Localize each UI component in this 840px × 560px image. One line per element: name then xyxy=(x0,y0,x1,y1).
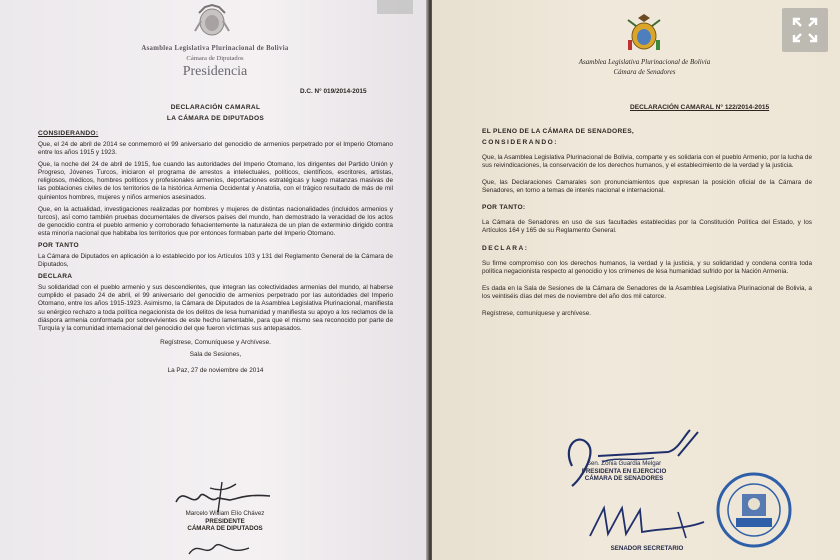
document-reference: D.C. N° 019/2014-2015 xyxy=(300,88,367,95)
chamber-header: Cámara de Senadores xyxy=(613,68,676,76)
considerando-paragraph-1: Que, la Asamblea Legislativa Plurinacional de Bolivia, comparte y es solidaria con el pueblo Armenio, por la lucha de sus reivindicaciones, la conservación de los derechos humanos, y el establecimiento de la verdad y la justicia. xyxy=(482,154,813,170)
secretary-signature-icon xyxy=(582,500,712,546)
signer-chamber: CÁMARA DE DIPUTADOS xyxy=(187,525,263,533)
page-tab-overlay xyxy=(377,0,413,14)
signer-role: PRESIDENTA EN EJERCICIO xyxy=(581,467,667,475)
bolivia-coat-of-arms-icon xyxy=(622,12,666,52)
given-at-paragraph: Es dada en la Sala de Sesiones de la Cámara de Senadores de la Asamblea Legislativa Plurinacional de Bolivia, a los veintiséis días del mes de noviembre del año dos mil catorce. xyxy=(482,284,812,300)
declara-heading: DECLARA xyxy=(38,273,73,281)
considerando-paragraph-2: Que, la noche del 24 de abril de 1915, fue cuando las autoridades del Imperio Otomano, los dirigentes del Partido Unión y Progreso, Jóvenes Turcos, iniciaron el programa de arrestos a intelectuales, políticos, científicos, escritores, artistas, religiosos, médicos, hombres políticos y profesionales armenios, deportaciones estratégicas y luego matanzas masivas de las poblaciones civiles de los territorios de la histórica Armenia Occidental y Anatolia, con el trágico resultado de más de mil quinientos hombres, mujeres y niños armenios asesinados. xyxy=(38,161,393,201)
closing-formula: Regístrese, comuníquese y archívese. xyxy=(482,309,592,317)
por-tanto-heading: POR TANTO: xyxy=(482,204,526,212)
document-title: DECLARACIÓN CAMARAL N° 122/2014-2015 xyxy=(630,104,770,111)
signer-name: Sen. Zonia Guardia Melgar xyxy=(586,460,662,467)
institution-header: Asamblea Legislativa Plurinacional de Bolivia xyxy=(578,58,711,66)
institution-header: Asamblea Legislativa Plurinacional de Bolivia xyxy=(141,45,289,52)
office-header: Presidencia xyxy=(182,64,248,79)
place-date: La Paz, 27 de noviembre de 2014 xyxy=(167,366,264,374)
signer-chamber: CÁMARA DE SENADORES xyxy=(584,475,664,483)
expand-icon xyxy=(782,8,828,52)
considerando-heading: CONSIDERANDO: xyxy=(482,139,558,146)
bolivia-coat-of-arms-icon xyxy=(191,1,233,39)
declara-heading: DECLARA: xyxy=(482,244,529,252)
session-line: Sala de Sesiones, xyxy=(189,350,242,358)
secretary-title: SENADOR SECRETARIO xyxy=(610,545,684,552)
document-subtitle: LA CÁMARA DE DIPUTADOS xyxy=(166,115,265,122)
senadores-document-page xyxy=(432,0,840,560)
declara-paragraph: Su solidaridad con el pueblo armenio y sus descendientes, que integran las colectividades armenias del mundo, al haberse cumplido el pasado 24 de abril, el 99 aniversario del genocidio de armenios perpetrado por las autoridades del Imperio Otomano, entre los años 1915-1923. Asimismo, la Cámara de Diputados de la Asamblea Legislativa Plurinacional, manifiesta su enérgico rechazo a toda política negacionista de los delitos de lesa humanidad y manifiesta su apoyo a los reclamos de la diáspora armenia conformada por sobrevivientes de este hecho lamentable, para que el mismo sea reconocido por parte de Turquía y la comunidad internacional del genocidio del que fueron víctimas sus antepasados. xyxy=(38,284,393,332)
por-tanto-paragraph: La Cámara de Diputados en aplicación a lo establecido por los Artículos 103 y 131 del Reglamento General de la Cámara de Diputados, xyxy=(38,253,393,269)
signer-name: Marcelo William Elío Chávez xyxy=(185,510,265,517)
senate-seal-icon xyxy=(714,470,794,550)
declara-paragraph: Su firme compromiso con los derechos humanos, la verdad y la justicia, y su solidaridad y condena contra toda política negacionista respecto al genocidio y los crímenes de lesa humanidad sufrido por la Nación Armenia. xyxy=(482,259,812,275)
por-tanto-heading: POR TANTO xyxy=(38,242,79,250)
considerando-paragraph-2: Que, las Declaraciones Camarales son pronunciamientos que expresan la posición oficial de la Cámara de Senadores, en torno a temas de interés nacional e internacional. xyxy=(482,179,812,195)
second-signature-icon xyxy=(185,538,255,560)
closing-formula: Regístrese, Comuníquese y Archívese. xyxy=(160,338,271,346)
signer-role: PRESIDENTE xyxy=(205,517,245,525)
document-title: DECLARACIÓN CAMARAL xyxy=(170,104,261,111)
considerando-paragraph-3: Que, en la actualidad, investigaciones realizadas por hombres y mujeres de distintas nacionalidades (incluidos armenios y turcos), así como también pruebas documentales de diversos países del mundo, han demostrado la veracidad de los actos de genocidio contra el pueblo armenio y corroborado fehacientemente la naturaleza de un plan de exterminio dirigido contra esta minoría nacional que habitaba los territorios que por entonces formaban parte del Imperio Otomano. xyxy=(38,205,393,237)
considerando-paragraph-1: Que, el 24 de abril de 2014 se conmemoró el 99 aniversario del genocidio de armenios perpetrado por el Imperio Otomano entre los años 1915 y 1923. xyxy=(38,141,393,157)
chamber-header: Cámara de Diputados xyxy=(186,55,244,62)
expand-image-button[interactable] xyxy=(782,8,828,52)
por-tanto-paragraph: La Cámara de Senadores en uso de sus facultades establecidas por la Constitución Política del Estado, y los Artículos 164 y 165 de su Reglamento General. xyxy=(482,219,812,235)
document-subtitle: EL PLENO DE LA CÁMARA DE SENADORES, xyxy=(482,128,635,135)
considerando-heading: CONSIDERANDO: xyxy=(38,130,99,137)
